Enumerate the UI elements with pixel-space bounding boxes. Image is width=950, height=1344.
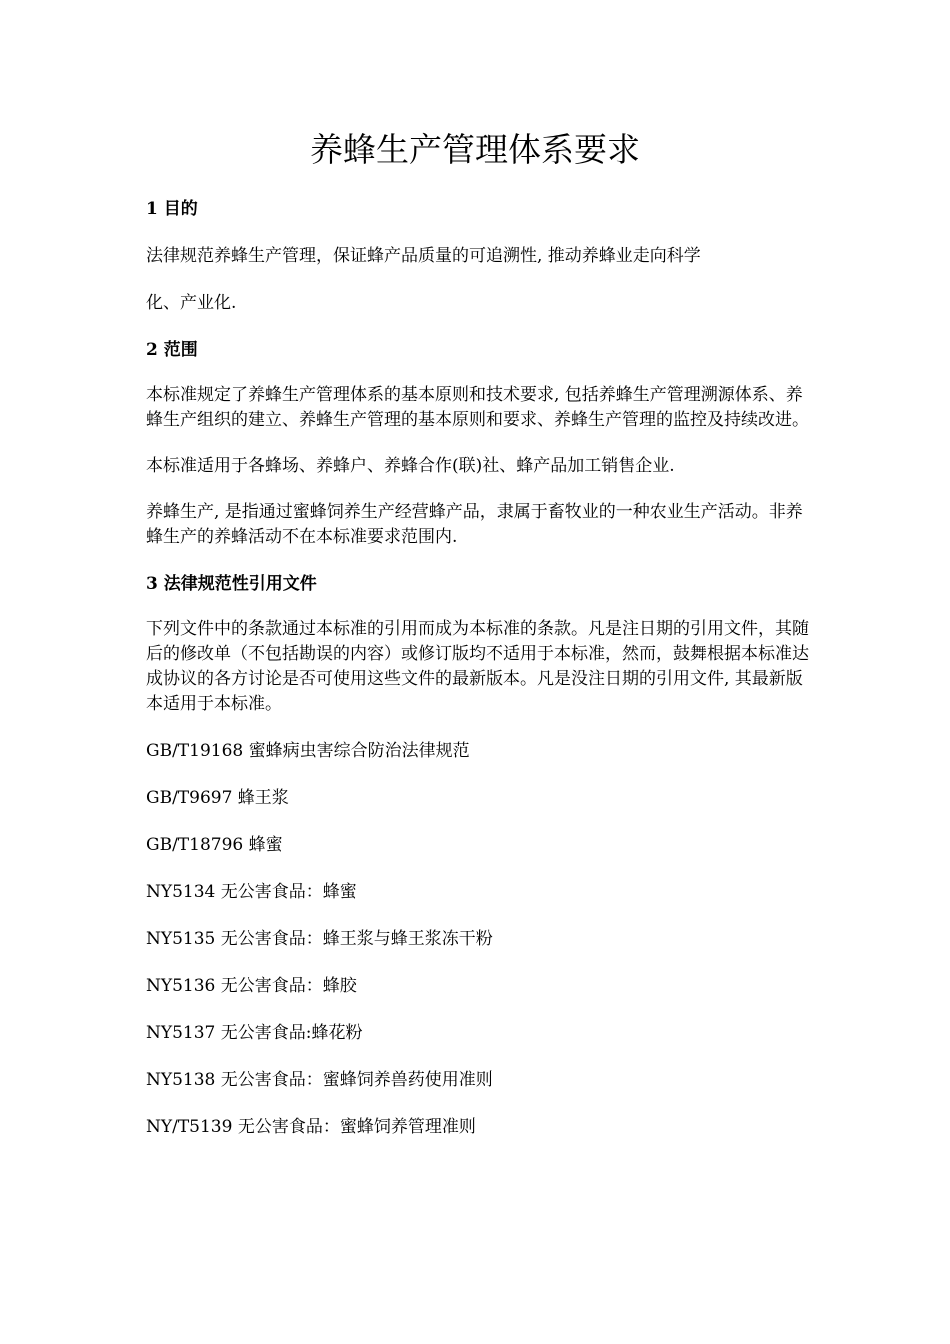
reference-item: GB/T18796 蜂蜜 — [146, 835, 283, 855]
purpose-line-1: 法律规范养蜂生产管理，保证蜂产品质量的可追溯性, 推动养蜂业走向科学 — [146, 246, 701, 266]
document-body — [146, 196, 810, 1140]
reference-item: GB/T19168 蜜蜂病虫害综合防治法律规范 — [146, 741, 470, 761]
reference-item: NY/T5139 无公害食品：蜜蜂饲养管理准则 — [146, 1117, 476, 1137]
reference-item: GB/T9697 蜂王浆 — [146, 788, 289, 808]
scope-paragraph-3: 养蜂生产, 是指通过蜜蜂饲养生产经营蜂产品，隶属于畜牧业的一种农业生产活动。非养蜂生产的养蜂活动不在本标准要求范围内. — [146, 502, 803, 547]
scope-paragraph-1: 本标准规定了养蜂生产管理体系的基本原则和技术要求, 包括养蜂生产管理溯源体系、养蜂生产组织的建立、养蜂生产管理的基本原则和要求、养蜂生产管理的监控及持续改进。 — [146, 385, 809, 430]
reference-list — [146, 738, 810, 1140]
reference-item: NY5135 无公害食品：蜂王浆与蜂王浆冻干粉 — [146, 929, 493, 949]
scope-paragraph-2: 本标准适用于各蜂场、养蜂户、养蜂合作(联)社、蜂产品加工销售企业. — [146, 456, 675, 476]
section-heading-scope: 2 范围 — [146, 340, 198, 360]
reference-item: NY5136 无公害食品：蜂胶 — [146, 976, 357, 996]
purpose-line-2: 化、产业化. — [146, 293, 237, 313]
document-title: 养蜂生产管理体系要求 — [310, 130, 640, 169]
references-intro: 下列文件中的条款通过本标准的引用而成为本标准的条款。凡是注日期的引用文件，其随后的修改单（不包括勘误的内容）或修订版均不适用于本标准，然而，鼓舞根据本标准达成协议的各方讨论是否可使用这些文件的最新版本。凡是没注日期的引用文件, 其最新版本适用于本标准。 — [146, 619, 809, 714]
reference-item: NY5137 无公害食品:蜂花粉 — [146, 1023, 363, 1043]
section-heading-references: 3 法律规范性引用文件 — [146, 574, 317, 594]
reference-item: NY5138 无公害食品：蜜蜂饲养兽药使用准则 — [146, 1070, 493, 1090]
section-heading-purpose: 1 目的 — [146, 199, 198, 219]
reference-item: NY5134 无公害食品：蜂蜜 — [146, 882, 357, 902]
